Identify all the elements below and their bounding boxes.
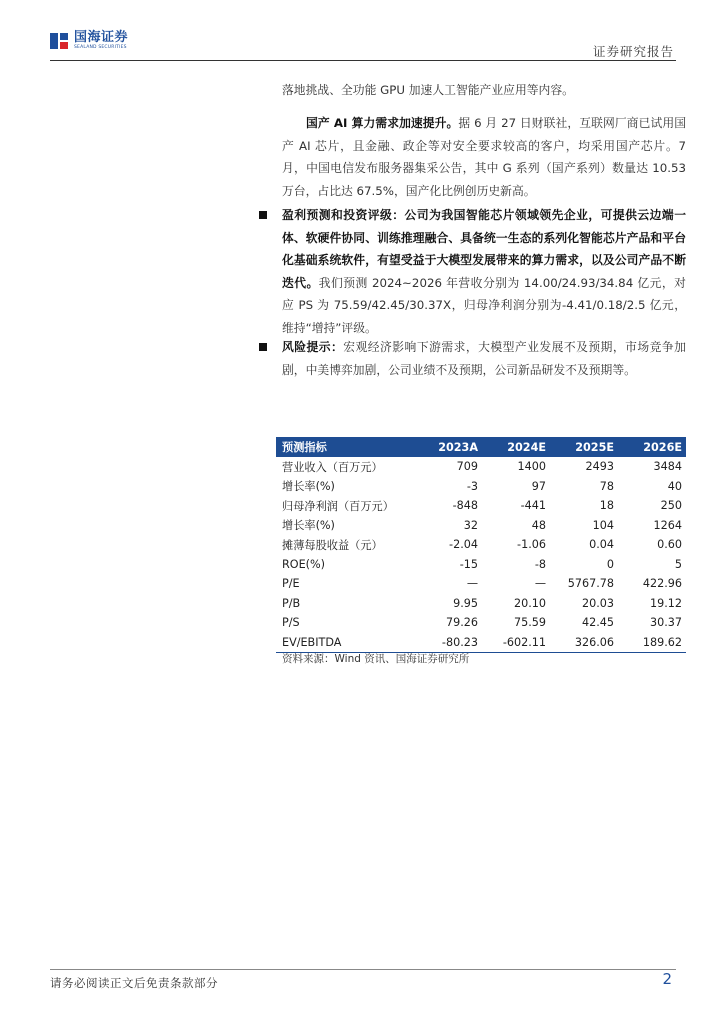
table-cell: -848 bbox=[452, 499, 478, 513]
table-cell: EV/EBITDA bbox=[276, 633, 414, 653]
table-row bbox=[276, 457, 686, 477]
table-cell: 48 bbox=[531, 518, 546, 532]
table-cell: 摊薄每股收益（元） bbox=[282, 538, 383, 552]
paragraph-forecast bbox=[282, 204, 686, 339]
footer-disclaimer: 请务必阅读正文后免责条款部分 bbox=[50, 976, 218, 990]
table-row bbox=[276, 516, 686, 536]
table-cell: 1264 bbox=[653, 518, 682, 532]
paragraph-risk-lead: 风险提示： bbox=[282, 340, 344, 354]
table-cell: 75.59 bbox=[513, 616, 546, 630]
table-cell: 250 bbox=[660, 499, 682, 513]
table-header-cell: 2024E bbox=[482, 437, 550, 457]
forecast-table bbox=[276, 437, 686, 653]
table-source-note: 资料来源：Wind 资讯、国海证券研究所 bbox=[282, 653, 470, 665]
table-cell: -1.06 bbox=[517, 538, 546, 552]
table-cell: 42.45 bbox=[581, 616, 614, 630]
table-cell: -602.11 bbox=[482, 633, 550, 653]
page-number: 2 bbox=[662, 970, 672, 988]
table-cell: -441 bbox=[520, 499, 546, 513]
paragraph-continuation: 落地挑战、全功能 GPU 加速人工智能产业应用等内容。 bbox=[282, 83, 574, 97]
table-cell: 1400 bbox=[517, 460, 546, 474]
logo-name-cn: 国海证券 bbox=[74, 30, 129, 46]
table-cell: 5767.78 bbox=[567, 577, 614, 591]
table-cell: 104 bbox=[592, 518, 614, 532]
table-cell: 189.62 bbox=[618, 633, 686, 653]
table-row bbox=[276, 555, 686, 575]
table-row bbox=[276, 574, 686, 594]
paragraph-demand bbox=[282, 112, 686, 202]
company-logo bbox=[50, 30, 128, 52]
logo-icon bbox=[50, 31, 70, 51]
table-cell: 0.04 bbox=[589, 538, 614, 552]
table-cell: -3 bbox=[466, 479, 478, 493]
table-row bbox=[276, 535, 686, 555]
table-row bbox=[276, 477, 686, 497]
table-cell: 5 bbox=[674, 557, 682, 571]
table-cell: 79.26 bbox=[445, 616, 478, 630]
table-cell: 0.60 bbox=[657, 538, 682, 552]
table-cell: 0 bbox=[606, 557, 614, 571]
table-cell: 营业收入（百万元） bbox=[282, 460, 383, 474]
table-cell: — bbox=[466, 577, 478, 591]
table-cell: 20.03 bbox=[581, 596, 614, 610]
table-header-cell: 2026E bbox=[618, 437, 686, 457]
table-cell: 709 bbox=[456, 460, 478, 474]
footer-divider bbox=[50, 969, 676, 970]
paragraph-forecast-text: 我们预测 2024~2026 年营收分别为 14.00/24.93/34.84 亿元，对应 PS 为 75.59/42.45/30.37X，归母净利润分别为-4.41/0.18/2.5 亿元，维持“增持”评级。 bbox=[282, 275, 686, 335]
paragraph-risk bbox=[282, 336, 686, 381]
logo-name-en: SEALAND SECURITIES bbox=[74, 45, 127, 51]
table-row bbox=[276, 613, 686, 633]
paragraph-demand-text: 据 6 月 27 日财联社，互联网厂商已试用国产 AI 芯片，且金融、政企等对安全要求较高的客户，均采用国产芯片。7 月，中国电信发布服务器集采公告，其中 G 系列（国产系列）数量达 10.53 万台，占比达 67.5%，国产化比例创历史新高。 bbox=[282, 116, 686, 198]
header-divider bbox=[50, 60, 676, 61]
table-cell: 30.37 bbox=[649, 616, 682, 630]
paragraph-risk-text: 宏观经济影响下游需求，大模型产业发展不及预期，市场竞争加剧，中美博弈加剧，公司业绩不及预期，公司新品研发不及预期等。 bbox=[282, 340, 686, 377]
table-cell: ROE(%) bbox=[282, 557, 326, 571]
table-cell: -2.04 bbox=[449, 538, 478, 552]
table-cell: -80.23 bbox=[414, 633, 482, 653]
table-cell: 9.95 bbox=[453, 596, 478, 610]
table-header-cell: 2025E bbox=[550, 437, 618, 457]
table-cell: 40 bbox=[667, 479, 682, 493]
table-cell: 20.10 bbox=[513, 596, 546, 610]
table-cell: 归母净利润（百万元） bbox=[282, 499, 394, 513]
table-header-cell: 2023A bbox=[414, 437, 482, 457]
table-cell: — bbox=[534, 577, 546, 591]
table-cell: 97 bbox=[531, 479, 546, 493]
table-cell: 32 bbox=[463, 518, 478, 532]
report-type: 证券研究报告 bbox=[592, 44, 674, 59]
table-header-row bbox=[276, 437, 686, 457]
table-row bbox=[276, 633, 686, 653]
table-cell: P/E bbox=[282, 577, 300, 591]
table-row bbox=[276, 496, 686, 516]
table-cell: 3484 bbox=[653, 460, 682, 474]
bullet-icon bbox=[259, 211, 267, 219]
table-header-cell: 预测指标 bbox=[276, 437, 414, 457]
table-cell: P/B bbox=[282, 596, 301, 610]
table-cell: -8 bbox=[534, 557, 546, 571]
table-cell: P/S bbox=[282, 616, 300, 630]
table-cell: 增长率(%) bbox=[282, 519, 335, 533]
paragraph-demand-lead: 国产 AI 算力需求加速提升。 bbox=[306, 116, 459, 130]
table-cell: 2493 bbox=[585, 460, 614, 474]
table-cell: 19.12 bbox=[649, 596, 682, 610]
bullet-icon bbox=[259, 343, 267, 351]
table-cell: -15 bbox=[459, 557, 478, 571]
paragraph-forecast-lead: 盈利预测和投资评级：公司为我国智能芯片领域领先企业，可提供云边端一体、软硬件协同、训练推理融合、具备统一生态的系列化智能芯片产品和平台化基础系统软件，有望受益于大模型发展带来的算力需求，以及公司产品不断迭代。 bbox=[282, 208, 686, 290]
table-cell: 18 bbox=[599, 499, 614, 513]
table-row bbox=[276, 594, 686, 614]
table-cell: 78 bbox=[599, 479, 614, 493]
table-cell: 增长率(%) bbox=[282, 480, 335, 494]
table-cell: 422.96 bbox=[642, 577, 682, 591]
table-cell: 326.06 bbox=[550, 633, 618, 653]
